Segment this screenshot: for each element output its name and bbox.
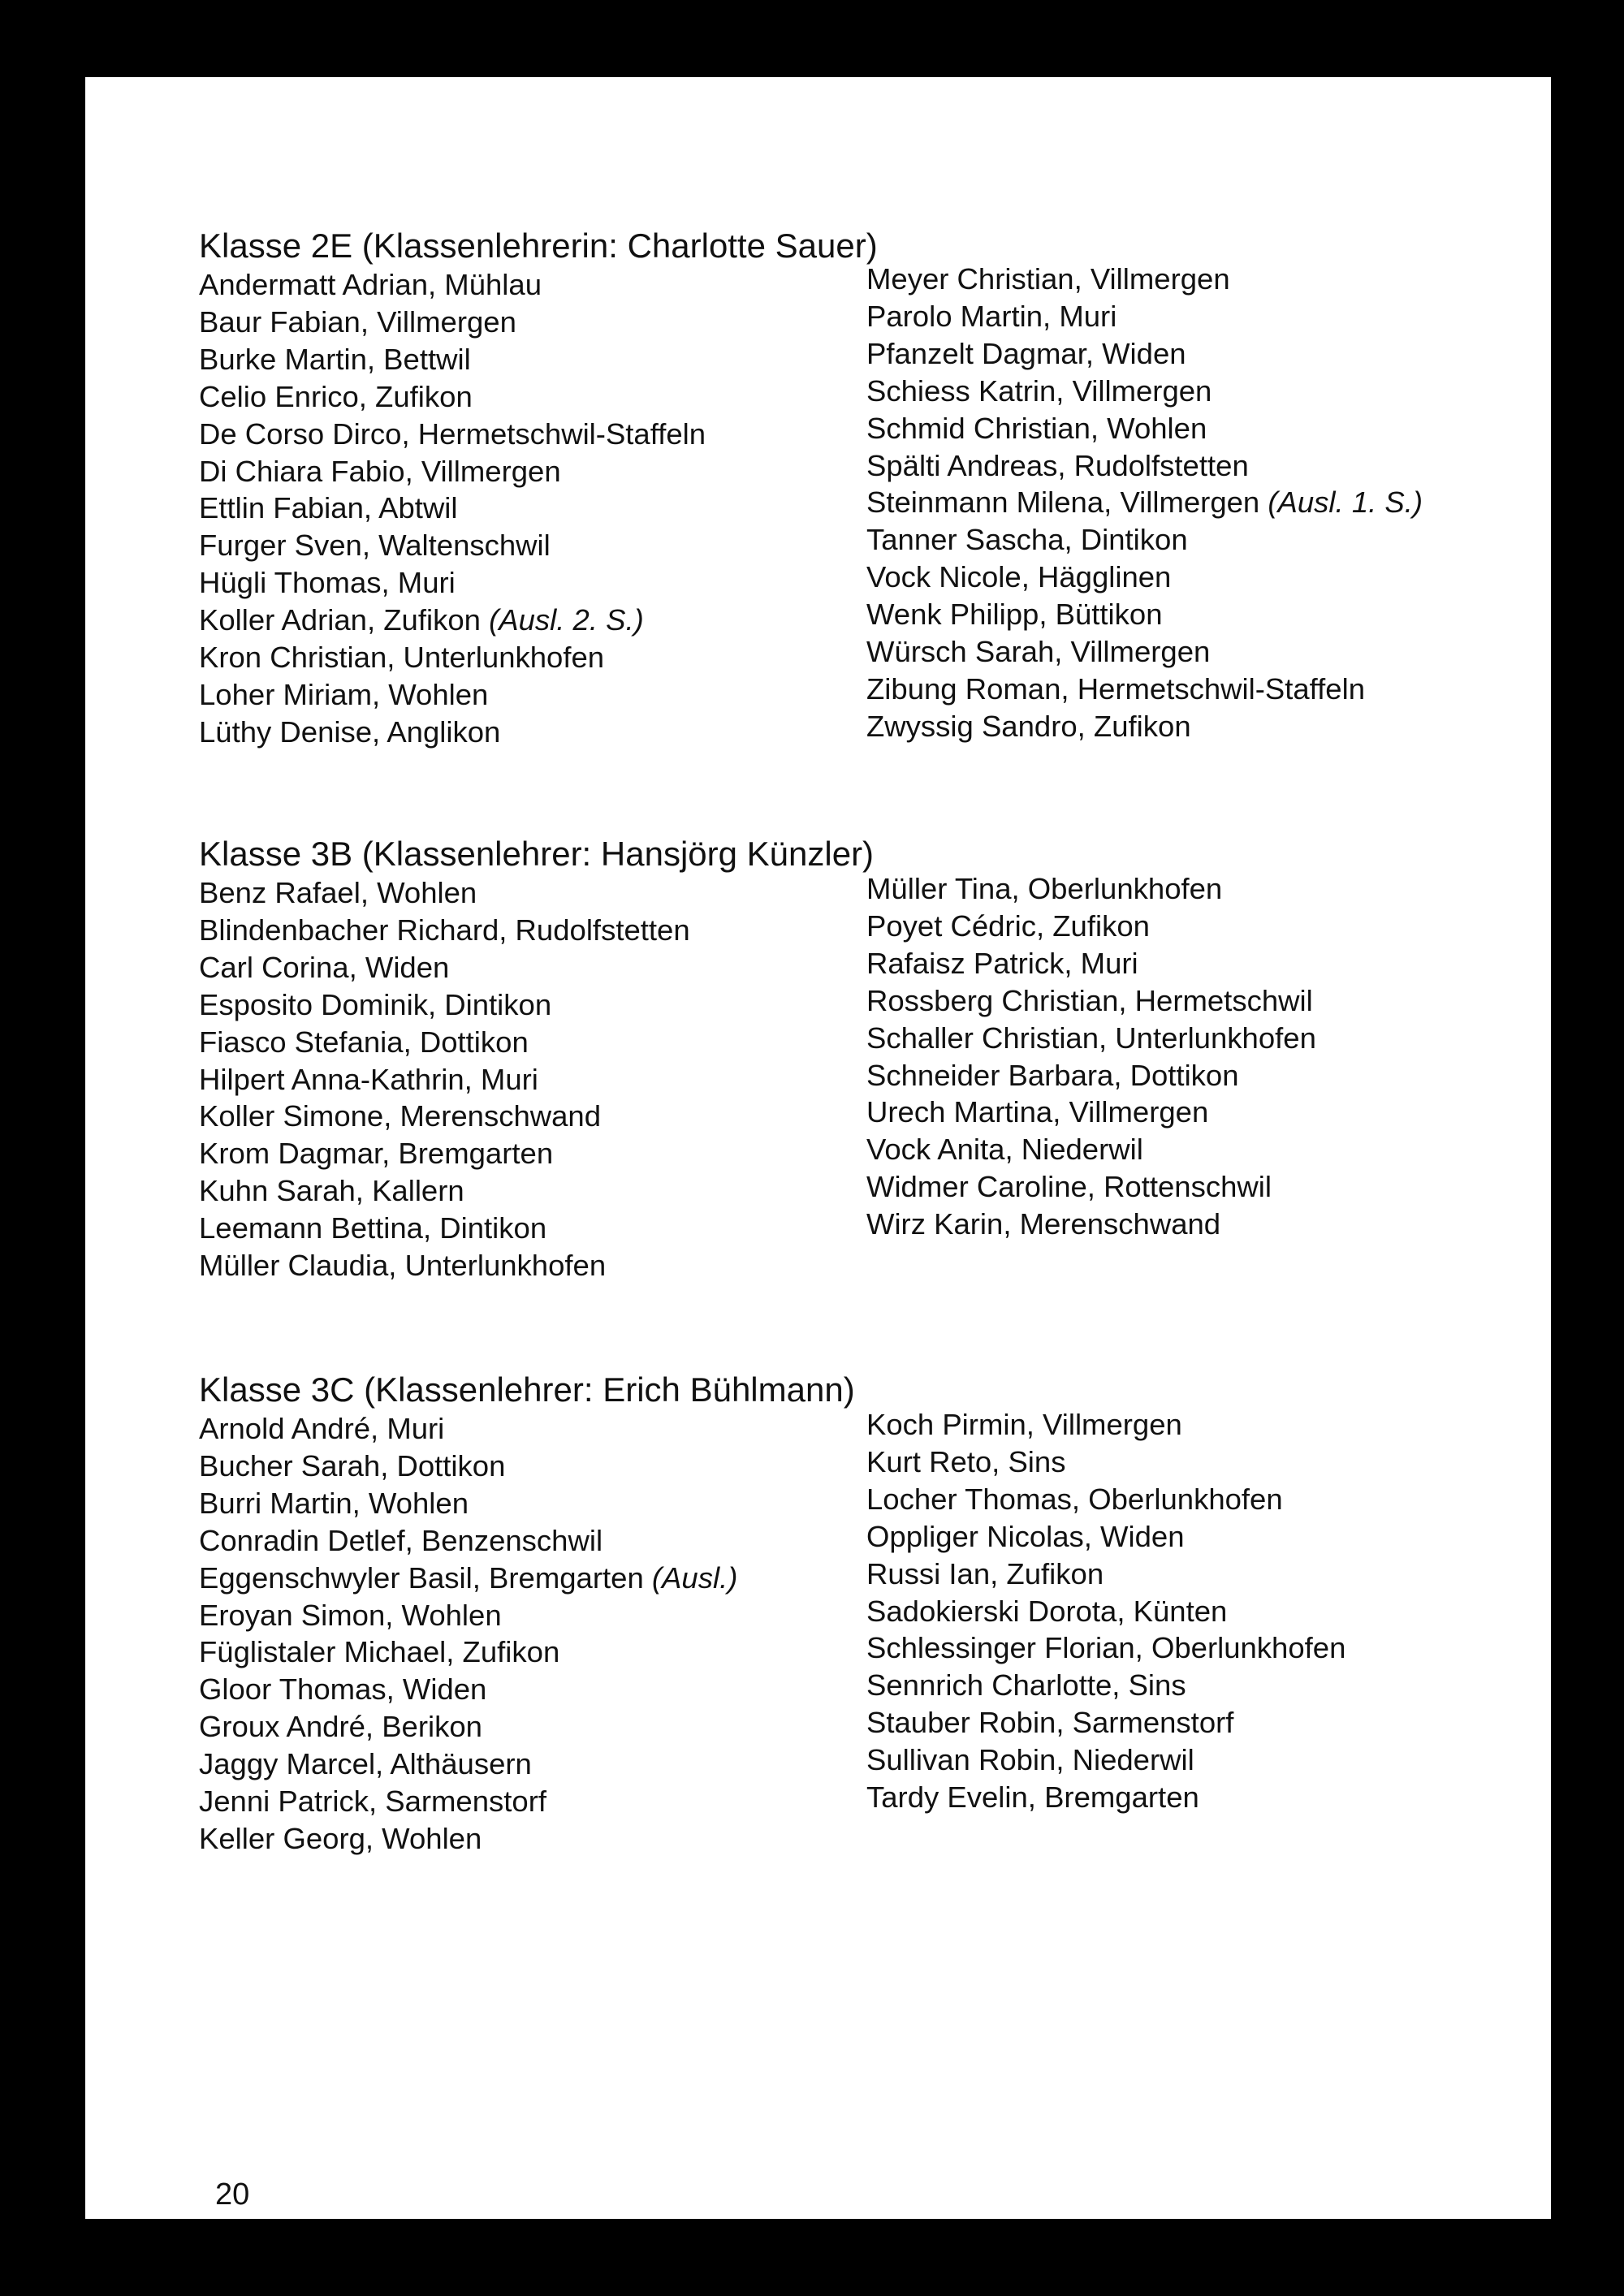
student-name-location: Kurt Reto, Sins: [866, 1444, 1066, 1478]
student-entry: [866, 1779, 1345, 1816]
student-entry: [866, 671, 1423, 708]
student-name-location: Russi Ian, Zufikon: [866, 1556, 1104, 1590]
student-entry: [199, 564, 706, 602]
student-entry: [866, 559, 1423, 596]
student-name-location: Locher Thomas, Oberlunkhofen: [866, 1482, 1283, 1516]
student-entry: [866, 1131, 1316, 1168]
document-page: [85, 77, 1551, 2219]
student-name-location: Sennrich Charlotte, Sins: [866, 1668, 1186, 1703]
student-entry: [199, 1172, 690, 1210]
class-heading: Klasse 3B (Klassenlehrer: Hansjörg Künzler): [199, 835, 875, 873]
student-entry: [866, 870, 1316, 908]
student-entry: [866, 1094, 1316, 1131]
student-list-right: [866, 261, 1423, 745]
student-name-location: Kuhn Sarah, Kallern: [199, 1174, 464, 1208]
student-entry: [866, 447, 1423, 485]
student-name-location: Spälti Andreas, Rudolfstetten: [866, 448, 1249, 482]
class-heading: Klasse 3C (Klassenlehrer: Erich Bühlmann): [199, 1370, 855, 1409]
student-name-location: Carl Corina, Widen: [199, 950, 450, 984]
student-list-left: [199, 874, 690, 1284]
student-name-location: Eggenschwyler Basil, Bremgarten: [199, 1560, 644, 1595]
student-name-location: Keller Georg, Wohlen: [199, 1821, 482, 1855]
student-entry: [199, 453, 706, 490]
student-entry: [866, 1481, 1345, 1518]
student-entry: [199, 676, 706, 714]
student-entry: [866, 484, 1423, 521]
student-name-location: Leemann Bettina, Dintikon: [199, 1211, 547, 1245]
student-name-location: Urech Martina, Villmergen: [866, 1095, 1209, 1129]
student-entry: [866, 1629, 1345, 1667]
student-entry: [199, 304, 706, 341]
student-name-location: Tanner Sascha, Dintikon: [866, 523, 1188, 557]
student-name-location: Schmid Christian, Wohlen: [866, 411, 1207, 445]
student-entry: [199, 874, 690, 912]
student-entry: [866, 335, 1423, 373]
student-name-location: Schlessinger Florian, Oberlunkhofen: [866, 1631, 1346, 1665]
student-name-location: Lüthy Denise, Anglikon: [199, 714, 501, 749]
student-name-location: Kron Christian, Unterlunkhofen: [199, 641, 605, 675]
student-entry: [866, 1444, 1345, 1481]
class-section-2e: [199, 226, 1547, 753]
student-list-left: [199, 266, 706, 751]
student-entry: [866, 908, 1316, 945]
student-name-location: Sadokierski Dorota, Künten: [866, 1594, 1228, 1628]
absence-note: (Ausl. 2. S.): [489, 603, 644, 637]
page-number: 20: [215, 2177, 250, 2212]
student-entry: [199, 1061, 690, 1098]
student-entry: [866, 1741, 1345, 1779]
student-name-location: Vock Anita, Niederwil: [866, 1133, 1143, 1167]
student-name-location: Celio Enrico, Zufikon: [199, 379, 473, 413]
student-entry: [866, 1057, 1316, 1094]
student-entry: [866, 1168, 1316, 1206]
student-entry: [199, 602, 706, 639]
class-section-3c: [199, 1370, 1547, 1897]
student-entry: [866, 708, 1423, 745]
student-entry: [866, 1556, 1345, 1593]
student-entry: [866, 298, 1423, 335]
student-entry: [199, 949, 690, 986]
student-name-location: Meyer Christian, Villmergen: [866, 262, 1230, 296]
student-name-location: Koller Simone, Merenschwand: [199, 1099, 602, 1133]
student-name-location: Parolo Martin, Muri: [866, 299, 1117, 333]
student-name-location: Burke Martin, Bettwil: [199, 342, 471, 376]
student-name-location: Hilpert Anna-Kathrin, Muri: [199, 1062, 538, 1096]
student-entry: [866, 521, 1423, 559]
student-name-location: Groux André, Berikon: [199, 1710, 482, 1744]
student-entry: [199, 1597, 737, 1634]
student-entry: [866, 1667, 1345, 1704]
student-name-location: Jaggy Marcel, Althäusern: [199, 1747, 532, 1781]
student-entry: [199, 1448, 737, 1485]
student-entry: [199, 714, 706, 751]
absence-note: (Ausl. 1. S.): [1268, 486, 1423, 520]
student-name-location: Eroyan Simon, Wohlen: [199, 1598, 502, 1632]
student-name-location: Di Chiara Fabio, Villmergen: [199, 454, 561, 488]
student-name-location: Pfanzelt Dagmar, Widen: [866, 336, 1186, 370]
class-heading: Klasse 2E (Klassenlehrerin: Charlotte Sauer): [199, 227, 878, 265]
student-name-location: Tardy Evelin, Bremgarten: [866, 1780, 1199, 1815]
student-name-location: Benz Rafael, Wohlen: [199, 876, 477, 909]
student-name-location: Jenni Patrick, Sarmenstorf: [199, 1785, 547, 1819]
student-name-location: Wenk Philipp, Büttikon: [866, 598, 1163, 632]
student-entry: [866, 261, 1423, 298]
student-entry: [866, 1704, 1345, 1741]
student-name-location: De Corso Dirco, Hermetschwil-Staffeln: [199, 416, 706, 451]
student-entry: [199, 490, 706, 527]
student-name-location: Füglistaler Michael, Zufikon: [199, 1635, 560, 1669]
student-name-location: Arnold André, Muri: [199, 1412, 445, 1445]
student-entry: [866, 1020, 1316, 1057]
student-entry: [866, 1206, 1316, 1243]
student-name-location: Fiasco Stefania, Dottikon: [199, 1025, 529, 1059]
student-entry: [199, 1485, 737, 1522]
student-entry: [199, 1783, 737, 1820]
student-list-right: [866, 870, 1316, 1243]
student-name-location: Widmer Caroline, Rottenschwil: [866, 1170, 1272, 1204]
student-entry: [199, 1746, 737, 1783]
student-entry: [199, 1708, 737, 1746]
student-name-location: Bucher Sarah, Dottikon: [199, 1448, 506, 1482]
student-name-location: Baur Fabian, Villmergen: [199, 304, 516, 339]
student-entry: [866, 410, 1423, 447]
student-entry: [199, 341, 706, 378]
student-entry: [199, 266, 706, 304]
student-name-location: Poyet Cédric, Zufikon: [866, 908, 1150, 943]
student-name-location: Krom Dagmar, Bremgarten: [199, 1137, 554, 1171]
student-name-location: Blindenbacher Richard, Rudolfstetten: [199, 913, 690, 947]
student-name-location: Burri Martin, Wohlen: [199, 1486, 469, 1520]
student-name-location: Wirz Karin, Merenschwand: [866, 1207, 1221, 1241]
student-name-location: Koller Adrian, Zufikon: [199, 603, 481, 637]
student-entry: [199, 1024, 690, 1061]
student-columns: [199, 1410, 1547, 1897]
student-entry: [199, 986, 690, 1024]
student-name-location: Schneider Barbara, Dottikon: [866, 1058, 1239, 1092]
student-name-location: Stauber Robin, Sarmenstorf: [866, 1706, 1234, 1740]
student-name-location: Loher Miriam, Wohlen: [199, 677, 489, 711]
student-name-location: Müller Claudia, Unterlunkhofen: [199, 1249, 607, 1283]
student-entry: [199, 1634, 737, 1671]
student-name-location: Conradin Detlef, Benzenschwil: [199, 1523, 603, 1557]
student-entry: [199, 1522, 737, 1560]
student-name-location: Hügli Thomas, Muri: [199, 566, 456, 600]
student-entry: [199, 1210, 690, 1247]
student-name-location: Steinmann Milena, Villmergen: [866, 486, 1260, 520]
student-entry: [199, 1410, 737, 1448]
student-name-location: Würsch Sarah, Villmergen: [866, 635, 1211, 669]
student-name-location: Schaller Christian, Unterlunkhofen: [866, 1021, 1316, 1055]
student-name-location: Schiess Katrin, Villmergen: [866, 373, 1212, 408]
student-entry: [199, 912, 690, 949]
student-name-location: Koch Pirmin, Villmergen: [866, 1408, 1182, 1441]
student-entry: [866, 945, 1316, 982]
student-entry: [199, 1247, 690, 1284]
student-entry: [199, 1098, 690, 1135]
student-entry: [866, 982, 1316, 1020]
student-entry: [199, 527, 706, 564]
student-entry: [199, 1671, 737, 1708]
student-name-location: Zwyssig Sandro, Zufikon: [866, 709, 1191, 743]
student-name-location: Ettlin Fabian, Abtwil: [199, 491, 458, 525]
absence-note: (Ausl.): [651, 1560, 738, 1595]
student-name-location: Andermatt Adrian, Mühlau: [199, 268, 542, 301]
student-entry: [866, 373, 1423, 410]
student-name-location: Müller Tina, Oberlunkhofen: [866, 872, 1223, 905]
student-name-location: Rafaisz Patrick, Muri: [866, 946, 1138, 980]
student-entry: [866, 1406, 1345, 1444]
student-name-location: Oppliger Nicolas, Widen: [866, 1519, 1185, 1553]
student-entry: [866, 596, 1423, 633]
student-name-location: Zibung Roman, Hermetschwil-Staffeln: [866, 671, 1365, 706]
student-name-location: Esposito Dominik, Dintikon: [199, 987, 552, 1021]
student-name-location: Vock Nicole, Hägglinen: [866, 560, 1172, 594]
student-name-location: Gloor Thomas, Widen: [199, 1672, 487, 1707]
student-entry: [866, 1518, 1345, 1556]
class-section-3b: [199, 834, 1547, 1362]
student-entry: [199, 1560, 737, 1597]
student-list-right: [866, 1406, 1345, 1816]
student-entry: [199, 639, 706, 676]
student-columns: [199, 874, 1547, 1362]
student-name-location: Rossberg Christian, Hermetschwil: [866, 983, 1313, 1017]
student-entry: [199, 1820, 737, 1858]
student-columns: [199, 262, 1547, 753]
student-entry: [866, 633, 1423, 671]
student-name-location: Furger Sven, Waltenschwil: [199, 529, 551, 563]
student-name-location: Sullivan Robin, Niederwil: [866, 1743, 1194, 1777]
student-entry: [199, 378, 706, 416]
student-entry: [199, 1135, 690, 1172]
student-entry: [199, 416, 706, 453]
student-list-left: [199, 1410, 737, 1858]
student-entry: [866, 1593, 1345, 1630]
